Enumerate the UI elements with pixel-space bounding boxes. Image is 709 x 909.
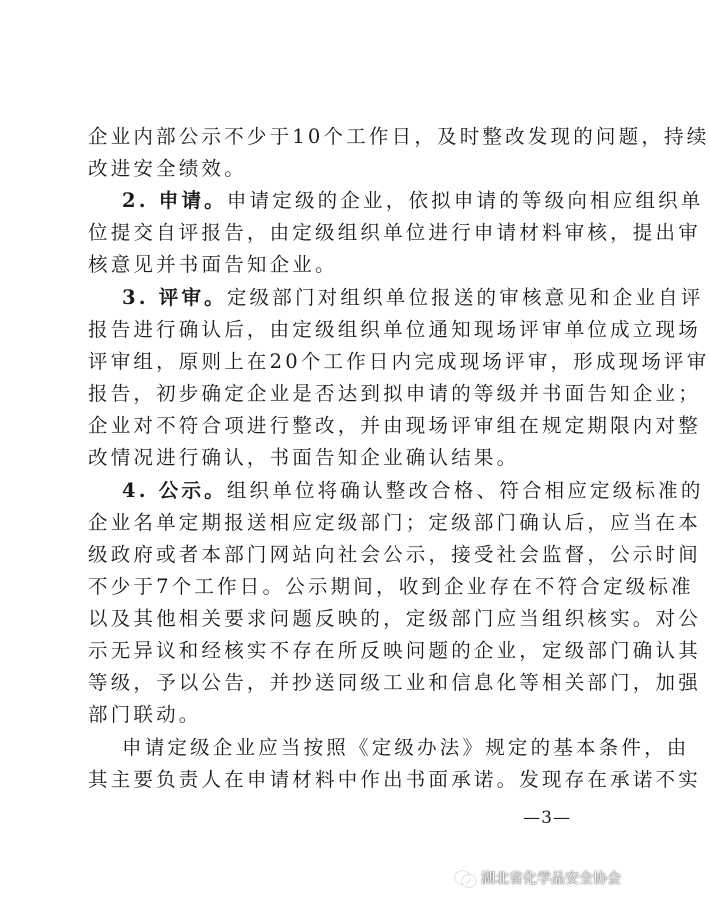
- section-heading-apply: 2. 申请。: [122, 189, 227, 212]
- paragraph-text: 定级部门对组织单位报送的审核意见和企业自评: [226, 286, 704, 309]
- paragraph-line: 其主要负责人在申请材料中作出书面承诺。发现存在承诺不实: [88, 768, 701, 791]
- paragraph-line: 以及其他相关要求问题反映的，定级部门应当组织核实。对公: [88, 607, 701, 630]
- section-review-line: [122, 283, 704, 313]
- paragraph-line: 报告，初步确定企业是否达到拟申请的等级并书面告知企业；: [88, 382, 701, 405]
- paragraph-line: 申请定级企业应当按照《定级办法》规定的基本条件，由: [122, 736, 690, 759]
- paragraph-text: 申请定级的企业，依拟申请的等级向相应组织单: [226, 189, 704, 212]
- paragraph-line: 企业对不符合项进行整改，并由现场评审组在规定期限内对整: [88, 414, 701, 437]
- paragraph-text: 组织单位将确认整改合格、符合相应定级标准的: [226, 479, 704, 502]
- section-heading-review: 3. 评审。: [122, 286, 227, 309]
- section-apply-line: [122, 186, 704, 216]
- section-publicity-line: [122, 476, 704, 506]
- paragraph-line: 报告进行确认后，由定级组织单位通知现场评审单位成立现场: [88, 318, 701, 341]
- watermark: [455, 868, 621, 888]
- paragraph-line: 核意见并书面告知企业。: [88, 253, 338, 276]
- page-number: —3—: [523, 808, 571, 828]
- wechat-icon: [455, 870, 475, 886]
- section-heading-publicity: 4. 公示。: [122, 479, 227, 502]
- paragraph-line: 改情况进行确认，书面告知企业确认结果。: [88, 446, 520, 469]
- paragraph-line: 评审组，原则上在20个工作日内完成现场评审，形成现场评审: [88, 350, 709, 373]
- paragraph-line: 不少于7个工作日。公示期间，收到企业存在不符合定级标准: [88, 575, 694, 598]
- paragraph-line: 等级，予以公告，并抄送同级工业和信息化等相关部门，加强: [88, 671, 701, 694]
- paragraph-line: 部门联动。: [88, 703, 202, 726]
- paragraph-line: 企业内部公示不少于10个工作日，及时整改发现的问题，持续: [88, 125, 709, 148]
- paragraph-line: 示无异议和经核实不存在所反映问题的企业，定级部门确认其: [88, 639, 701, 662]
- paragraph-line: 级政府或者本部门网站向社会公示，接受社会监督，公示时间: [88, 543, 701, 566]
- paragraph-line: 企业名单定期报送相应定级部门；定级部门确认后，应当在本: [88, 511, 701, 534]
- watermark-text: 湖北省化学品安全协会: [481, 871, 621, 887]
- paragraph-line: 改进安全绩效。: [88, 157, 247, 180]
- paragraph-line: 位提交自评报告，由定级组织单位进行申请材料审核，提出审: [88, 221, 701, 244]
